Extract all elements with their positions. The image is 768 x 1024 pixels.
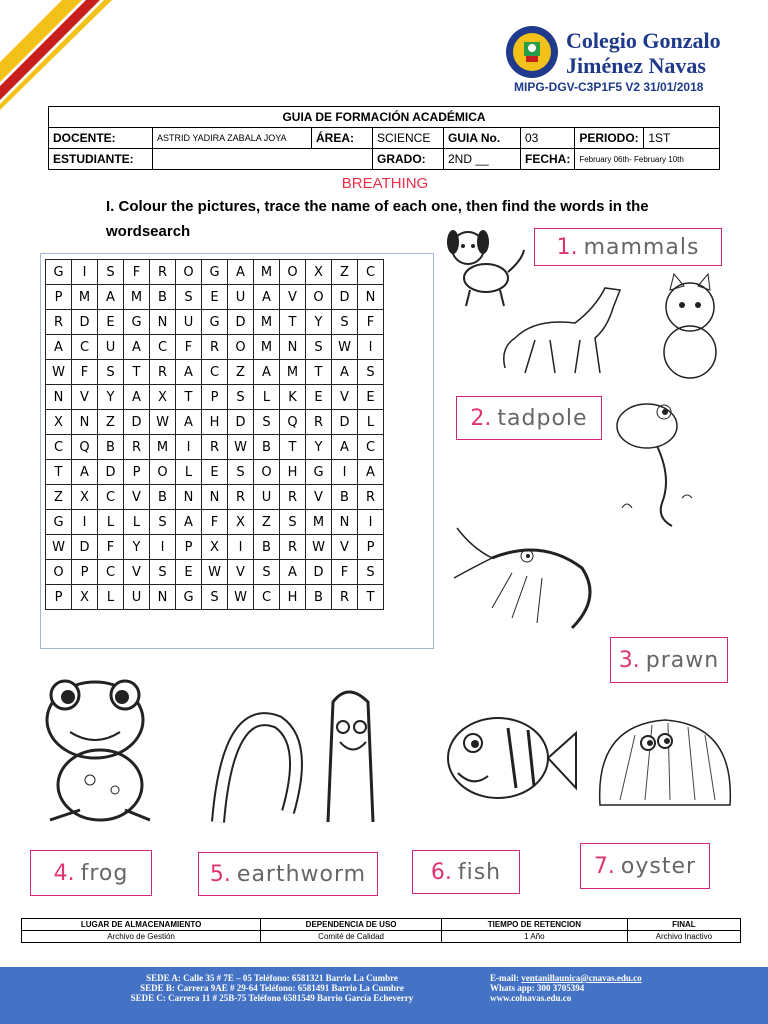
wordsearch-cell[interactable]: S [150, 510, 176, 535]
wordsearch-cell[interactable]: D [332, 410, 358, 435]
wordsearch-cell[interactable]: X [72, 585, 98, 610]
wordsearch-row [46, 560, 384, 585]
wordsearch-cell[interactable]: S [358, 360, 384, 385]
wordsearch-cell[interactable]: A [176, 410, 202, 435]
wordsearch-cell[interactable]: A [46, 335, 72, 360]
wordsearch-cell[interactable]: A [176, 360, 202, 385]
wordsearch-cell[interactable]: B [332, 485, 358, 510]
oyster-picture [590, 705, 740, 825]
guide-info-table [48, 106, 720, 170]
wordsearch-cell[interactable]: P [176, 535, 202, 560]
wordsearch-cell[interactable]: F [202, 510, 228, 535]
label-oyster [580, 843, 710, 889]
wordsearch-cell[interactable]: X [306, 260, 332, 285]
wordsearch-cell[interactable]: O [150, 460, 176, 485]
wordsearch-cell[interactable]: S [358, 560, 384, 585]
label-number: 2. [470, 405, 492, 431]
wordsearch-cell[interactable]: A [332, 360, 358, 385]
wordsearch-cell[interactable]: C [46, 435, 72, 460]
wordsearch-cell[interactable]: N [72, 410, 98, 435]
periodo-value: 1ST [644, 128, 720, 149]
prawn-picture [452, 518, 612, 638]
wordsearch-cell[interactable]: D [228, 310, 254, 335]
wordsearch-cell[interactable]: N [358, 285, 384, 310]
wordsearch-row [46, 460, 384, 485]
wordsearch-cell[interactable]: S [280, 510, 306, 535]
wordsearch-cell[interactable]: T [46, 460, 72, 485]
wordsearch-cell[interactable]: B [150, 285, 176, 310]
sede-b: SEDE B: Carrera 9AE # 29-64 Teléfono: 6581491 Barrio La Cumbre [140, 983, 404, 993]
wordsearch-cell[interactable]: I [358, 335, 384, 360]
wordsearch-cell[interactable]: V [280, 285, 306, 310]
label-word: prawn [645, 647, 720, 673]
wordsearch-cell[interactable]: M [280, 360, 306, 385]
wordsearch-cell[interactable]: R [332, 585, 358, 610]
wordsearch-cell[interactable]: W [228, 585, 254, 610]
fish-picture [428, 688, 578, 828]
label-word: mammals [583, 234, 700, 260]
wordsearch-cell[interactable]: O [176, 260, 202, 285]
wordsearch-cell[interactable]: P [124, 460, 150, 485]
wordsearch-cell[interactable]: Z [254, 510, 280, 535]
wordsearch-cell[interactable]: S [150, 560, 176, 585]
wordsearch-row [46, 535, 384, 560]
label-word: fish [457, 859, 502, 885]
corner-stripes [0, 0, 120, 110]
wordsearch-cell[interactable]: W [150, 410, 176, 435]
wordsearch-cell[interactable]: G [202, 260, 228, 285]
area-label: ÁREA: [312, 128, 373, 149]
wordsearch-cell[interactable]: W [332, 335, 358, 360]
wordsearch-row [46, 510, 384, 535]
guide-title: GUIA DE FORMACIÓN ACADÉMICA [49, 107, 720, 128]
wordsearch-cell[interactable]: C [358, 435, 384, 460]
wordsearch-cell[interactable]: X [228, 510, 254, 535]
wordsearch-cell[interactable]: E [358, 385, 384, 410]
wordsearch-cell[interactable]: N [176, 485, 202, 510]
wordsearch-cell[interactable]: X [72, 485, 98, 510]
wordsearch-cell[interactable]: R [358, 485, 384, 510]
wordsearch-cell[interactable]: C [254, 585, 280, 610]
wordsearch-cell[interactable]: F [72, 360, 98, 385]
wordsearch-cell[interactable]: W [46, 360, 72, 385]
wordsearch-cell[interactable]: L [358, 410, 384, 435]
estudiante-value-field[interactable] [153, 149, 373, 170]
wordsearch-cell[interactable]: N [332, 510, 358, 535]
instruction-text: I. Colour the pictures, trace the name of each one, then find the words in the wordsearch [106, 198, 649, 240]
document-code: MIPG-DGV-C3P1F5 V2 31/01/2018 [514, 80, 704, 94]
retention-header: LUGAR DE ALMACENAMIENTO [22, 919, 261, 931]
wordsearch-cell[interactable]: P [46, 285, 72, 310]
wordsearch-cell[interactable]: B [254, 535, 280, 560]
wordsearch-cell[interactable]: F [332, 560, 358, 585]
wordsearch-cell[interactable]: W [46, 535, 72, 560]
wordsearch-cell[interactable]: U [176, 310, 202, 335]
wordsearch-cell[interactable]: U [228, 285, 254, 310]
wordsearch-cell[interactable]: N [280, 335, 306, 360]
wordsearch-cell[interactable]: S [202, 585, 228, 610]
wordsearch-cell[interactable]: M [254, 310, 280, 335]
wordsearch-cell[interactable]: A [124, 335, 150, 360]
wordsearch-cell[interactable]: T [280, 310, 306, 335]
wordsearch-cell[interactable]: G [202, 310, 228, 335]
retention-value: Comité de Calidad [261, 931, 442, 943]
wordsearch-cell[interactable]: C [98, 485, 124, 510]
wordsearch-cell[interactable]: L [98, 510, 124, 535]
wordsearch-row [46, 485, 384, 510]
wordsearch-cell[interactable]: A [254, 360, 280, 385]
retention-value: Archivo Inactivo [627, 931, 740, 943]
wordsearch-cell[interactable]: B [306, 585, 332, 610]
area-value: SCIENCE [373, 128, 444, 149]
periodo-label: PERIODO: [575, 128, 644, 149]
wordsearch-cell[interactable]: B [254, 435, 280, 460]
sede-c: SEDE C: Carrera 11 # 25B-75 Teléfono 6581549 Barrio García Echeverry [130, 993, 414, 1003]
wordsearch-cell[interactable]: S [228, 460, 254, 485]
wordsearch-cell[interactable]: T [176, 385, 202, 410]
wordsearch-row [46, 585, 384, 610]
wordsearch-cell[interactable]: A [124, 385, 150, 410]
wordsearch-cell[interactable]: M [124, 285, 150, 310]
wordsearch-cell[interactable]: S [176, 285, 202, 310]
wordsearch-cell[interactable]: R [46, 310, 72, 335]
wordsearch-cell[interactable]: H [280, 585, 306, 610]
wordsearch-cell[interactable]: Q [280, 410, 306, 435]
wordsearch-cell[interactable]: I [176, 435, 202, 460]
label-word: frog [80, 860, 129, 886]
wordsearch-cell[interactable]: Y [306, 435, 332, 460]
label-frog [30, 850, 152, 896]
wordsearch-cell[interactable]: E [176, 560, 202, 585]
wordsearch-cell[interactable]: A [228, 260, 254, 285]
retention-value: 1 Año [442, 931, 628, 943]
wordsearch-cell[interactable]: E [202, 285, 228, 310]
retention-table [21, 918, 741, 943]
wordsearch-cell[interactable]: C [150, 335, 176, 360]
wordsearch-cell[interactable]: T [124, 360, 150, 385]
label-number: 4. [53, 860, 75, 886]
wordsearch-cell[interactable]: O [254, 460, 280, 485]
wordsearch-cell[interactable]: D [124, 410, 150, 435]
wordsearch-cell[interactable]: B [150, 485, 176, 510]
wordsearch-cell[interactable]: S [332, 310, 358, 335]
wordsearch-cell[interactable]: R [124, 435, 150, 460]
wordsearch-cell[interactable]: L [124, 510, 150, 535]
wordsearch-cell[interactable]: R [150, 260, 176, 285]
wordsearch-cell[interactable]: G [46, 510, 72, 535]
wordsearch-cell[interactable]: R [306, 410, 332, 435]
wordsearch-cell[interactable]: G [46, 260, 72, 285]
wordsearch-cell[interactable]: V [124, 560, 150, 585]
wordsearch-row [46, 310, 384, 335]
wordsearch-cell[interactable]: S [254, 410, 280, 435]
wordsearch-cell[interactable]: I [72, 510, 98, 535]
wordsearch-cell[interactable]: Z [332, 260, 358, 285]
wordsearch-cell[interactable]: L [176, 460, 202, 485]
wordsearch-cell[interactable]: L [254, 385, 280, 410]
wordsearch-cell[interactable]: D [228, 410, 254, 435]
wordsearch-cell[interactable]: K [280, 385, 306, 410]
wordsearch-cell[interactable]: X [46, 410, 72, 435]
wordsearch-cell[interactable]: T [306, 360, 332, 385]
wordsearch-cell[interactable]: W [306, 535, 332, 560]
wordsearch-row [46, 335, 384, 360]
topic-title: BREATHING [341, 175, 429, 192]
wordsearch-cell[interactable]: S [98, 260, 124, 285]
wordsearch-grid [45, 259, 384, 610]
wordsearch-row [46, 285, 384, 310]
wordsearch-cell[interactable]: A [332, 435, 358, 460]
retention-value: Archivo de Gestión [22, 931, 261, 943]
wordsearch-row [46, 260, 384, 285]
wordsearch-cell[interactable]: D [98, 460, 124, 485]
label-tadpole [456, 396, 602, 440]
website-link[interactable]: www.colnavas.edu.co [490, 993, 572, 1003]
grado-label: GRADO: [373, 149, 444, 170]
wordsearch-cell[interactable]: P [358, 535, 384, 560]
label-number: 1. [556, 234, 578, 260]
wordsearch-cell[interactable]: N [46, 385, 72, 410]
wordsearch-cell[interactable]: R [228, 485, 254, 510]
wordsearch-cell[interactable]: F [358, 310, 384, 335]
wordsearch-cell[interactable]: U [98, 335, 124, 360]
wordsearch-cell[interactable]: C [202, 360, 228, 385]
school-crest-icon [504, 24, 560, 80]
wordsearch-cell[interactable]: W [228, 435, 254, 460]
wordsearch-cell[interactable]: P [202, 385, 228, 410]
email-label: E-mail: [490, 973, 519, 983]
wordsearch-cell[interactable]: O [228, 335, 254, 360]
wordsearch-cell[interactable]: H [280, 460, 306, 485]
wordsearch-cell[interactable]: I [332, 460, 358, 485]
wordsearch-cell[interactable]: I [150, 535, 176, 560]
wordsearch-cell[interactable]: I [72, 260, 98, 285]
wordsearch-row [46, 385, 384, 410]
wordsearch-cell[interactable]: A [358, 460, 384, 485]
wordsearch-cell[interactable]: M [254, 260, 280, 285]
wordsearch-cell[interactable]: N [202, 485, 228, 510]
wordsearch-cell[interactable]: W [202, 560, 228, 585]
label-mammals [534, 228, 722, 266]
email-link[interactable]: ventanillaunica@cnavas.edu.co [521, 973, 642, 983]
wordsearch-cell[interactable]: D [332, 285, 358, 310]
wordsearch-cell[interactable]: O [306, 285, 332, 310]
wordsearch-cell[interactable]: E [306, 385, 332, 410]
wordsearch-cell[interactable]: X [202, 535, 228, 560]
wordsearch-cell[interactable]: P [46, 585, 72, 610]
retention-header: FINAL [627, 919, 740, 931]
wordsearch-cell[interactable]: Y [306, 310, 332, 335]
wordsearch-row [46, 435, 384, 460]
wordsearch-cell[interactable]: M [72, 285, 98, 310]
wordsearch-cell[interactable]: F [124, 260, 150, 285]
wordsearch-cell[interactable]: F [98, 535, 124, 560]
retention-header: DEPENDENCIA DE USO [261, 919, 442, 931]
wordsearch-cell[interactable]: X [150, 385, 176, 410]
wordsearch-cell[interactable]: V [72, 385, 98, 410]
kitten-picture [650, 272, 735, 382]
contact-info [490, 973, 642, 1003]
wordsearch-cell[interactable]: L [98, 585, 124, 610]
school-name: Colegio Gonzalo Jiménez Navas [566, 28, 721, 78]
wordsearch-cell[interactable]: A [176, 510, 202, 535]
wordsearch-cell[interactable]: F [176, 335, 202, 360]
wordsearch-cell[interactable]: E [98, 310, 124, 335]
campus-addresses [82, 973, 462, 1003]
wordsearch-cell[interactable]: Q [72, 435, 98, 460]
docente-value: ASTRID YADIRA ZABALA JOYA [153, 128, 312, 149]
label-number: 3. [618, 647, 640, 673]
wordsearch-cell[interactable]: Z [228, 360, 254, 385]
wordsearch-cell[interactable]: S [306, 335, 332, 360]
label-prawn [610, 637, 728, 683]
docente-label: DOCENTE: [49, 128, 153, 149]
wordsearch-cell[interactable]: R [202, 335, 228, 360]
tadpole-picture [612, 398, 702, 528]
wordsearch-cell[interactable]: P [72, 560, 98, 585]
wordsearch-cell[interactable]: U [254, 485, 280, 510]
wordsearch-cell[interactable]: G [124, 310, 150, 335]
wordsearch-cell[interactable]: M [150, 435, 176, 460]
wordsearch-cell[interactable]: R [150, 360, 176, 385]
wordsearch-cell[interactable]: D [306, 560, 332, 585]
whatsapp: Whats app: 300 3705394 [490, 983, 585, 993]
guia-label: GUIA No. [444, 128, 521, 149]
wordsearch-cell[interactable]: D [72, 310, 98, 335]
wordsearch-cell[interactable]: O [280, 260, 306, 285]
wordsearch-cell[interactable]: H [202, 410, 228, 435]
wordsearch-cell[interactable]: S [254, 560, 280, 585]
label-number: 5. [209, 861, 231, 887]
wordsearch-cell[interactable]: E [202, 460, 228, 485]
wordsearch-cell[interactable]: I [228, 535, 254, 560]
wordsearch-cell[interactable]: O [46, 560, 72, 585]
wordsearch-cell[interactable]: A [72, 460, 98, 485]
wordsearch-cell[interactable]: R [280, 535, 306, 560]
label-earthworm [198, 852, 378, 896]
wordsearch-cell[interactable]: N [150, 585, 176, 610]
wordsearch-cell[interactable]: T [280, 435, 306, 460]
wordsearch-cell[interactable]: V [228, 560, 254, 585]
wordsearch-cell[interactable]: G [176, 585, 202, 610]
estudiante-label: ESTUDIANTE: [49, 149, 153, 170]
wordsearch-cell[interactable]: D [72, 535, 98, 560]
wordsearch-cell[interactable]: V [124, 485, 150, 510]
label-word: tadpole [497, 405, 588, 431]
guia-value: 03 [521, 128, 575, 149]
wordsearch-cell[interactable]: T [358, 585, 384, 610]
wordsearch-cell[interactable]: G [306, 460, 332, 485]
wordsearch-cell[interactable]: R [202, 435, 228, 460]
wordsearch-cell[interactable]: V [306, 485, 332, 510]
wordsearch-cell[interactable]: C [72, 335, 98, 360]
wordsearch-cell[interactable]: Z [46, 485, 72, 510]
wordsearch-cell[interactable]: I [358, 510, 384, 535]
wordsearch-cell[interactable]: C [98, 560, 124, 585]
wordsearch-cell[interactable]: Y [98, 385, 124, 410]
wordsearch-cell[interactable]: M [254, 335, 280, 360]
wordsearch-cell[interactable]: A [98, 285, 124, 310]
sede-a: SEDE A: Calle 35 # 7E – 05 Teléfono: 6581321 Barrio La Cumbre [146, 973, 398, 983]
label-number: 6. [430, 859, 452, 885]
wordsearch-cell[interactable]: S [228, 385, 254, 410]
fecha-label: FECHA: [521, 149, 575, 170]
wordsearch-cell[interactable]: S [98, 360, 124, 385]
wordsearch-cell[interactable]: V [332, 535, 358, 560]
wordsearch-cell[interactable]: C [358, 260, 384, 285]
wordsearch-cell[interactable]: B [98, 435, 124, 460]
label-word: earthworm [236, 861, 367, 887]
wordsearch-cell[interactable]: A [254, 285, 280, 310]
wordsearch-cell[interactable]: M [306, 510, 332, 535]
earthworm-picture [208, 682, 398, 832]
wordsearch-cell[interactable]: N [150, 310, 176, 335]
wordsearch-row [46, 410, 384, 435]
wordsearch-cell[interactable]: A [280, 560, 306, 585]
horse-picture [495, 278, 645, 378]
label-number: 7. [593, 853, 615, 879]
wordsearch-cell[interactable]: R [280, 485, 306, 510]
wordsearch-cell[interactable]: V [332, 385, 358, 410]
wordsearch-row [46, 360, 384, 385]
frog-picture [30, 670, 180, 830]
retention-header: TIEMPO DE RETENCION [442, 919, 628, 931]
fecha-value: February 06th- February 10th [575, 149, 720, 170]
grado-value: 2ND __ [444, 149, 521, 170]
wordsearch-cell[interactable]: Z [98, 410, 124, 435]
label-fish [412, 850, 520, 894]
wordsearch-cell[interactable]: U [124, 585, 150, 610]
label-word: oyster [620, 853, 697, 879]
wordsearch-cell[interactable]: Y [124, 535, 150, 560]
